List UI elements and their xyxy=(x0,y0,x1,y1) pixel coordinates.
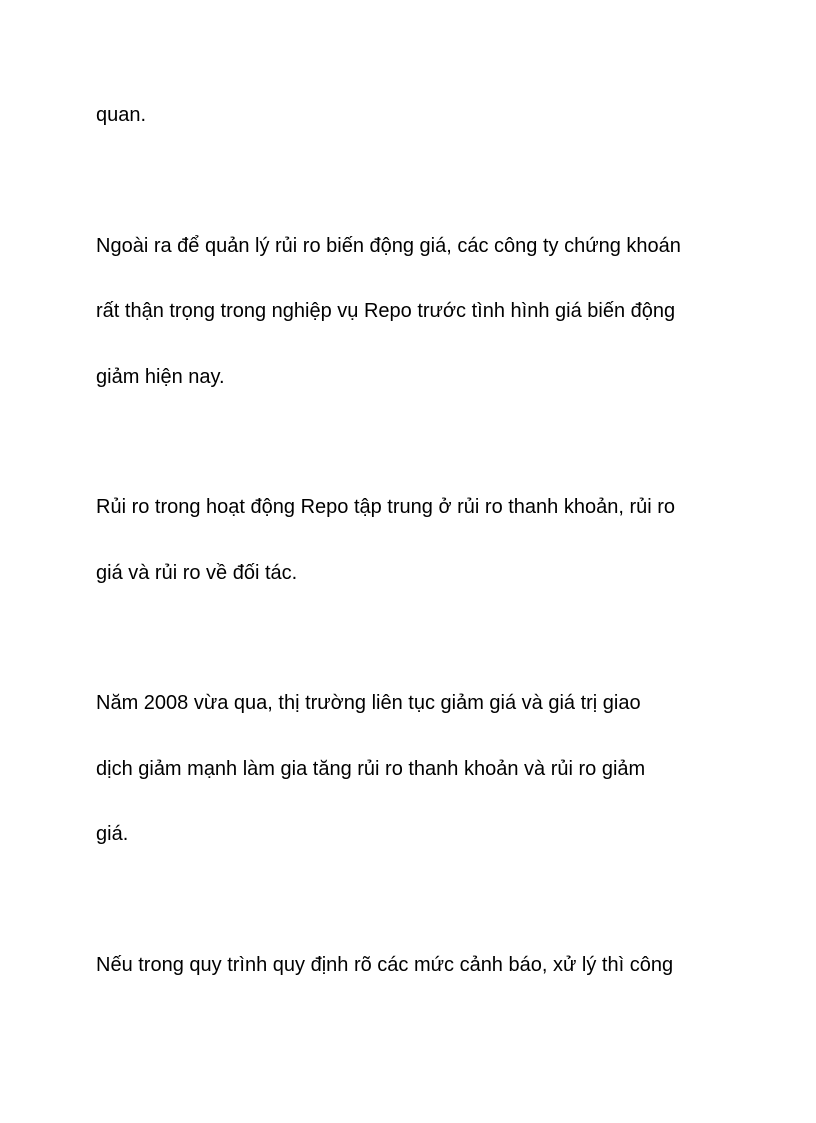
text-line: giảm hiện nay. xyxy=(96,366,225,388)
text-line: rất thận trọng trong nghiệp vụ Repo trước tình hình giá biến động xyxy=(96,300,676,322)
text-line: Rủi ro trong hoạt động Repo tập trung ở rủi ro thanh khoản, rủi ro xyxy=(96,496,676,518)
text-line: dịch giảm mạnh làm gia tăng rủi ro thanh khoản và rủi ro giảm xyxy=(96,758,646,780)
text-line: quan. xyxy=(96,104,147,126)
text-line: Ngoài ra để quản lý rủi ro biến động giá, các công ty chứng khoán xyxy=(96,235,681,257)
text-line: giá. xyxy=(96,823,129,845)
text-line: Nếu trong quy trình quy định rõ các mức cảnh báo, xử lý thì công xyxy=(96,954,674,976)
text-line: giá và rủi ro về đối tác. xyxy=(96,562,298,584)
text-line: Năm 2008 vừa qua, thị trường liên tục giảm giá và giá trị giao xyxy=(96,692,641,714)
